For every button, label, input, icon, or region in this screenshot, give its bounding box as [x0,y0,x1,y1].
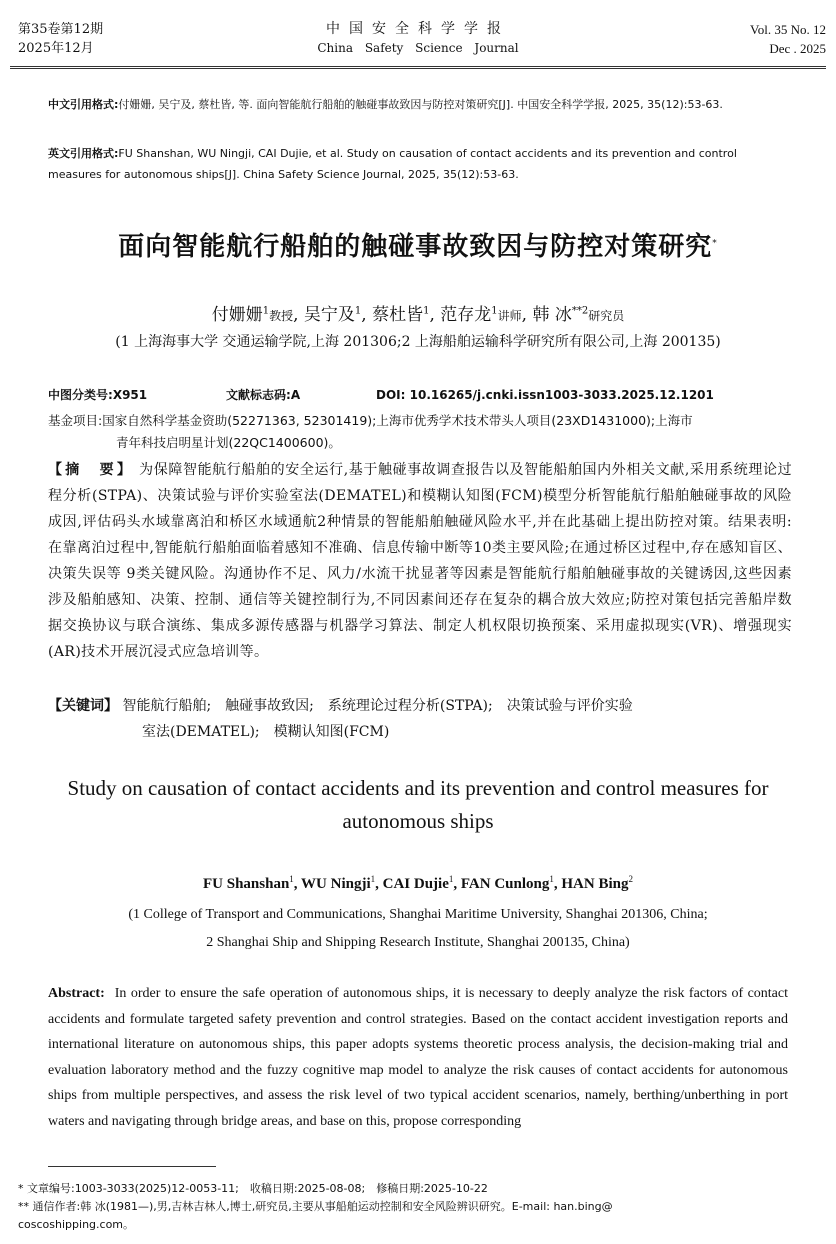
author-en: FAN Cunlong$^1$ [460,874,554,892]
document-code: 文献标志码:A [226,388,301,402]
fund-line-2: 青年科技启明星计划(22QC1400600)。 [116,435,341,450]
title-cn-text: 面向智能航行船舶的触碰事故致因与防控对策研究 [118,232,713,262]
footnote-email-continued: coscoshipping.com。 [18,1218,135,1231]
fund-label: 基金项目: [48,413,103,428]
volume-issue-en: Vol. 35 No. 12 [750,22,826,37]
abstract-en-text: In order to ensure the safe operation of autonomous ships, it is necessary to deeply analyze the risk factors of contact accidents and formulate targeted safety prevention and control strategies. Based on the contact accident investigation reports and international literature on autonomous ships, this paper adopts systems theoretic process analysis, the decision-making trial and evaluation laboratory method and the fuzzy cognitive map model to analyze the risk causes of contact accidents for autonomous ships from multiple perspectives, and assess the risk level of two typical accident scenarios, namely, berthing/unberthing in port waters and navigating through bridge areas, and base on this, propose corresponding [48,986,788,1129]
abstract-en-label: Abstract: [48,986,105,1001]
header-rule-double [10,68,826,69]
fund-info [48,410,792,454]
journal-name-en: China Safety Science Journal [317,41,519,55]
citation-cn [48,94,792,115]
running-header-right [750,20,826,58]
clc-number: 中图分类号:X951 [48,388,148,402]
journal-name [0,20,836,58]
date-cn: 2025年12月 [18,41,94,56]
author-cn: 吴宁及$^1$ [303,305,362,325]
classification-row [48,386,714,403]
date-en: Dec . 2025 [769,41,826,56]
title-en: Study on causation of contact accidents and its prevention and control measures for autonomous ships [67,776,769,833]
doi: DOI: 10.16265/j.cnki.issn1003-3033.2025.12.1201 [376,388,714,402]
affiliation-en-line-2: 2 Shanghai Ship and Shipping Research Institute, Shanghai 200135, China) [206,935,630,950]
keywords-cn [48,693,792,745]
affiliation-en-line-1: (1 College of Transport and Communications, Shanghai Maritime University, Shanghai 201306, China; [128,907,708,922]
keywords-cn-line-1: 智能航行船舶; 触碰事故致因; 系统理论过程分析(STPA); 决策试验与评价实验 [122,698,633,714]
footnotes [18,1180,828,1234]
citation-cn-label: 中文引用格式: [48,98,119,111]
author-en: HAN Bing$^2$ [561,874,633,892]
citation-cn-text: 付姗姗, 吴宁及, 蔡杜皆, 等. 面向智能航行船舶的触碰事故致因与防控对策研究[J]. 中国安全科学学报, 2025, 35(12):53-63. [118,98,723,111]
author-cn: 韩 冰$^{**2}$研究员 [532,305,625,325]
citation-en [48,143,792,185]
title-cn [0,226,836,263]
abstract-cn-label: 【摘 要】 [48,462,135,478]
author-cn: 付姗姗$^1$教授 [211,305,294,325]
author-en: WU Ningji$^1$ [301,874,376,892]
author-en: FU Shanshan$^1$ [203,874,294,892]
footnote-corresponding-author: ** 通信作者:韩 冰(1981—),男,吉林吉林人,博士,研究员,主要从事船舶运动控制和安全风险辨识研究。E-mail: han.bing@ [18,1200,613,1213]
authors-en: FU Shanshan$^1$, WU Ningji$^1$, CAI Dujie$^1$, FAN Cunlong$^1$, HAN Bing$^2$ [203,874,633,892]
header-rule [10,66,826,67]
author-cn: 蔡杜皆$^1$ [372,305,430,325]
affiliation-cn: (1 上海海事大学 交通运输学院,上海 201306;2 上海船舶运输科学研究所有限公司,上海 200135) [115,334,721,350]
citation-en-text: FU Shanshan, WU Ningji, CAI Dujie, et al. Study on causation of contact accidents and its prevention and control measures for autonomous ships[J]. China Safety Science Journal, 2025, 35(12):53-63. [48,147,737,181]
keywords-cn-line-2: 室法(DEMATEL); 模糊认知图(FCM) [142,724,390,740]
footnote-rule [48,1166,216,1167]
footnote-article-info: * 文章编号:1003-3033(2025)12-0053-11; 收稿日期:2025-08-08; 修稿日期:2025-10-22 [18,1182,488,1195]
title-footnote-mark: * [712,238,718,249]
citation-en-label: 英文引用格式: [48,147,119,160]
volume-issue-cn: 第35卷第12期 [18,22,104,37]
keywords-cn-label: 【关键词】 [48,698,118,714]
fund-line-1: 国家自然科学基金资助(52271363, 52301419);上海市优秀学术技术带头人项目(23XD1431000);上海市 [102,413,693,428]
author-en: CAI Dujie$^1$ [382,874,454,892]
affiliation-en [48,901,788,957]
author-cn: 范存龙$^1$讲师 [440,305,522,325]
abstract-cn-text: 为保障智能航行船舶的安全运行,基于触碰事故调查报告以及智能船舶国内外相关文献,采用系统理论过程分析(STPA)、决策试验与评价实验室法(DEMATEL)和模糊认知图(FCM)模型分析智能航行船舶触碰事故的风险成因,评估码头水域靠离泊和桥区水域通航2种情景的智能船舶触碰风险水平,并在此基础上提出防控对策。结果表明:在靠离泊过程中,智能航行船舶面临着感知不准确、信息传输中断等10类主要风险;在通过桥区过程中,存在感知盲区、决策失误等 9类关键风险。沟通协作不足、风力/水流干扰显著等因素是智能航行船舶触碰事故的关键诱因,这些因素涉及船舶感知、决策、控制、通信等关键控制行为,不同因素间还存在复杂的耦合放大效应;防控对策包括完善船岸数据交换协议与联合演练、集成多源传感器与机器学习算法、制定人机权限切换预案、采用虚拟现实(VR)、增强现实(AR)技术开展沉浸式应急培训等。 [48,462,792,660]
journal-name-cn: 中国安全科学学报 [326,21,510,37]
authors-cn: 付姗姗$^1$教授, 吴宁及$^1$, 蔡杜皆$^1$, 范存龙$^1$讲师, 韩 冰$^{**2}$研究员 [211,305,625,325]
abstract-cn [48,457,792,665]
abstract-en [48,981,788,1134]
